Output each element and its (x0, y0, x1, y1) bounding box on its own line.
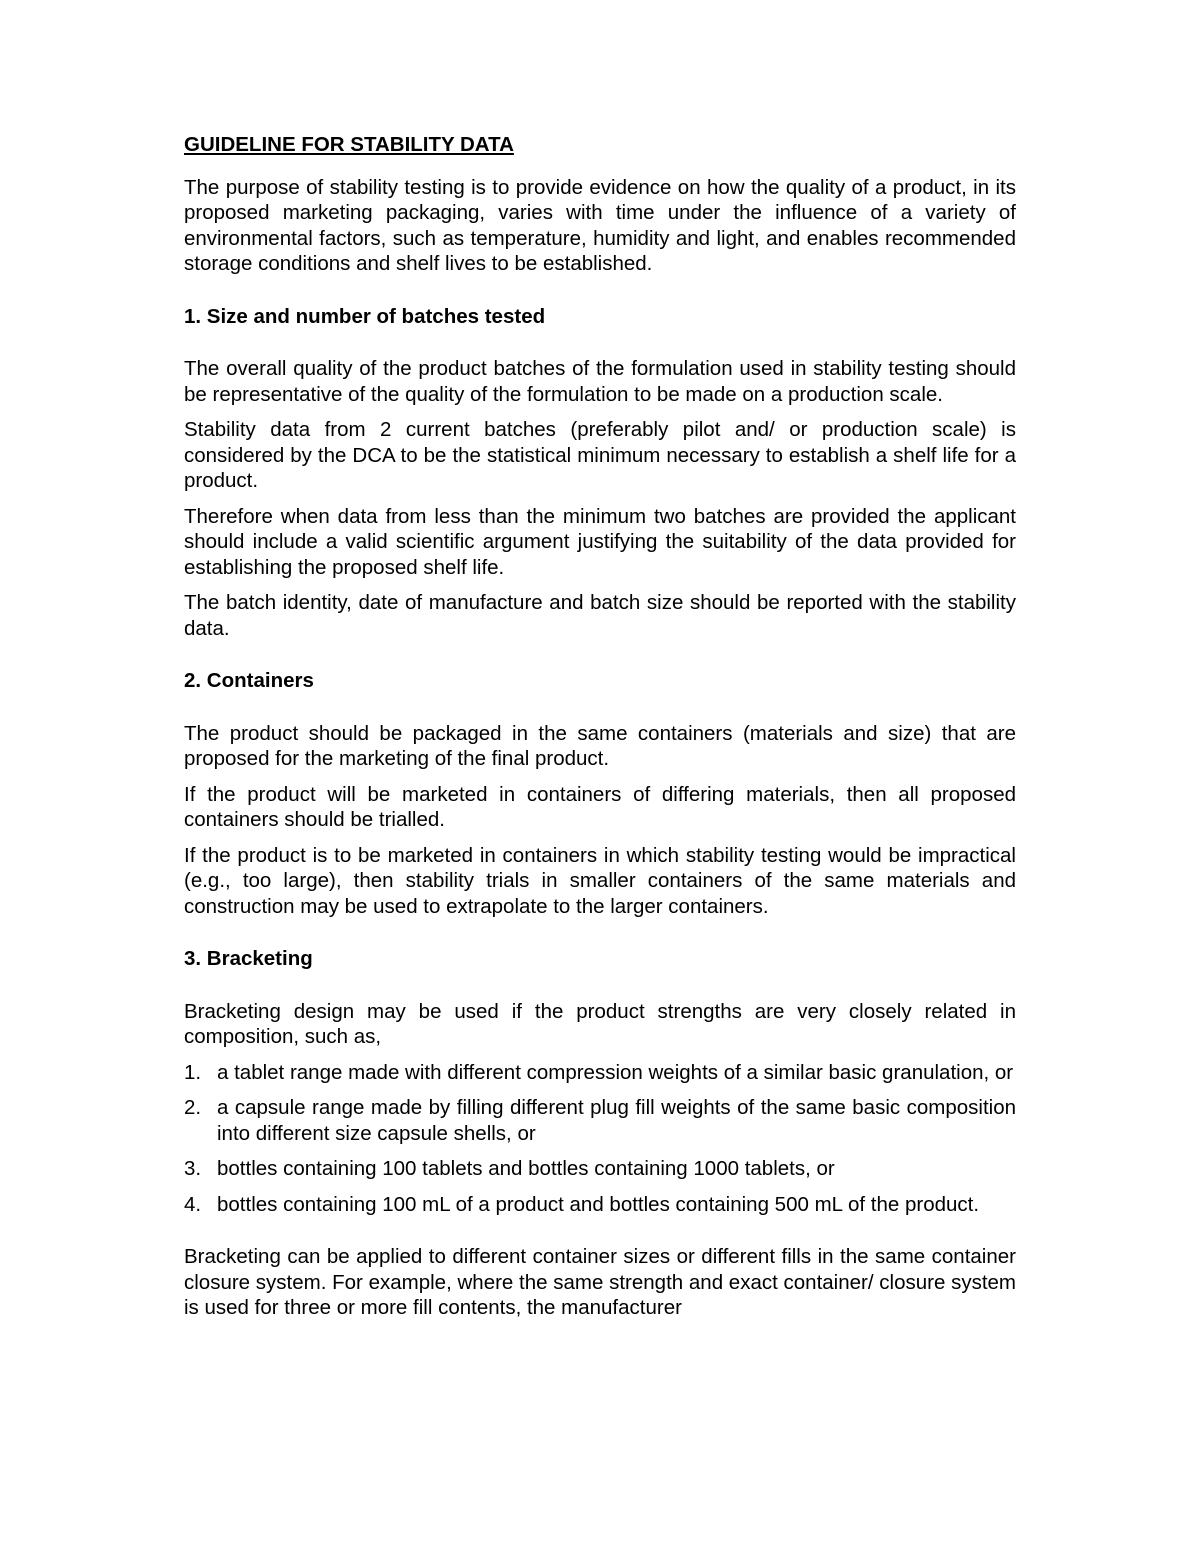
list-item-number: 2. (184, 1096, 202, 1119)
list-item-number: 3. (184, 1157, 202, 1180)
section-1-paragraph: Stability data from 2 current batches (preferably pilot and/ or production scale) is considered by the DCA to be the statistical minimum necessary to establish a shelf life for a product. (184, 418, 1016, 492)
list-item (184, 1095, 1016, 1146)
section-3-intro: Bracketing design may be used if the product strengths are very closely related in composition, such as, (184, 999, 1016, 1048)
list-item-text: a capsule range made by filling different plug fill weights of the same basic composition into different size capsule shells, or (217, 1096, 1016, 1145)
section-2-paragraph: The product should be packaged in the same containers (materials and size) that are proposed for the marketing of the final product. (184, 721, 1016, 770)
document-title: GUIDELINE FOR STABILITY DATA (184, 133, 514, 156)
section-heading-containers: 2. Containers (184, 669, 314, 692)
list-item-text: a tablet range made with different compression weights of a similar basic granulation, or (217, 1060, 1014, 1084)
section-2-paragraph: If the product is to be marketed in containers in which stability testing would be impractical (e.g., too large), then stability trials in smaller containers of the same materials and construction may be used to extrapolate to the larger containers. (184, 843, 1016, 918)
section-3-closing: Bracketing can be applied to different container sizes or different fills in the same container closure system. For example, where the same strength and exact container/ closure system is used for three or more fill contents, the manufacturer (184, 1245, 1016, 1319)
list-item-text: bottles containing 100 tablets and bottles containing 1000 tablets, or (217, 1157, 835, 1180)
list-item (184, 1060, 1016, 1086)
section-heading-batches: 1. Size and number of batches tested (184, 304, 546, 328)
intro-paragraph: The purpose of stability testing is to provide evidence on how the quality of a product, in its proposed marketing packaging, varies with time under the influence of a variety of environmental factors, such as temperature, humidity and light, and enables recommended storage conditions and shelf lives to be established. (184, 175, 1016, 275)
section-1-paragraph: Therefore when data from less than the minimum two batches are provided the applicant should include a valid scientific argument justifying the suitability of the data provided for establishing the proposed shelf life. (184, 504, 1016, 579)
list-item-text: bottles containing 100 mL of a product and bottles containing 500 mL of the product. (217, 1192, 980, 1216)
section-2-paragraph: If the product will be marketed in containers of differing materials, then all proposed containers should be trialled. (184, 782, 1016, 831)
list-item-number: 4. (184, 1192, 202, 1216)
section-1-paragraph: The overall quality of the product batches of the formulation used in stability testing should be representative of the quality of the formulation to be made on a production scale. (184, 357, 1016, 406)
bracketing-list (184, 1060, 1016, 1218)
section-heading-bracketing: 3. Bracketing (184, 947, 313, 970)
list-item (184, 1192, 1016, 1218)
list-item-number: 1. (184, 1060, 202, 1084)
document-body (184, 132, 1016, 1321)
list-item (184, 1156, 1016, 1182)
section-1-paragraph: The batch identity, date of manufacture and batch size should be reported with the stability data. (184, 591, 1016, 640)
